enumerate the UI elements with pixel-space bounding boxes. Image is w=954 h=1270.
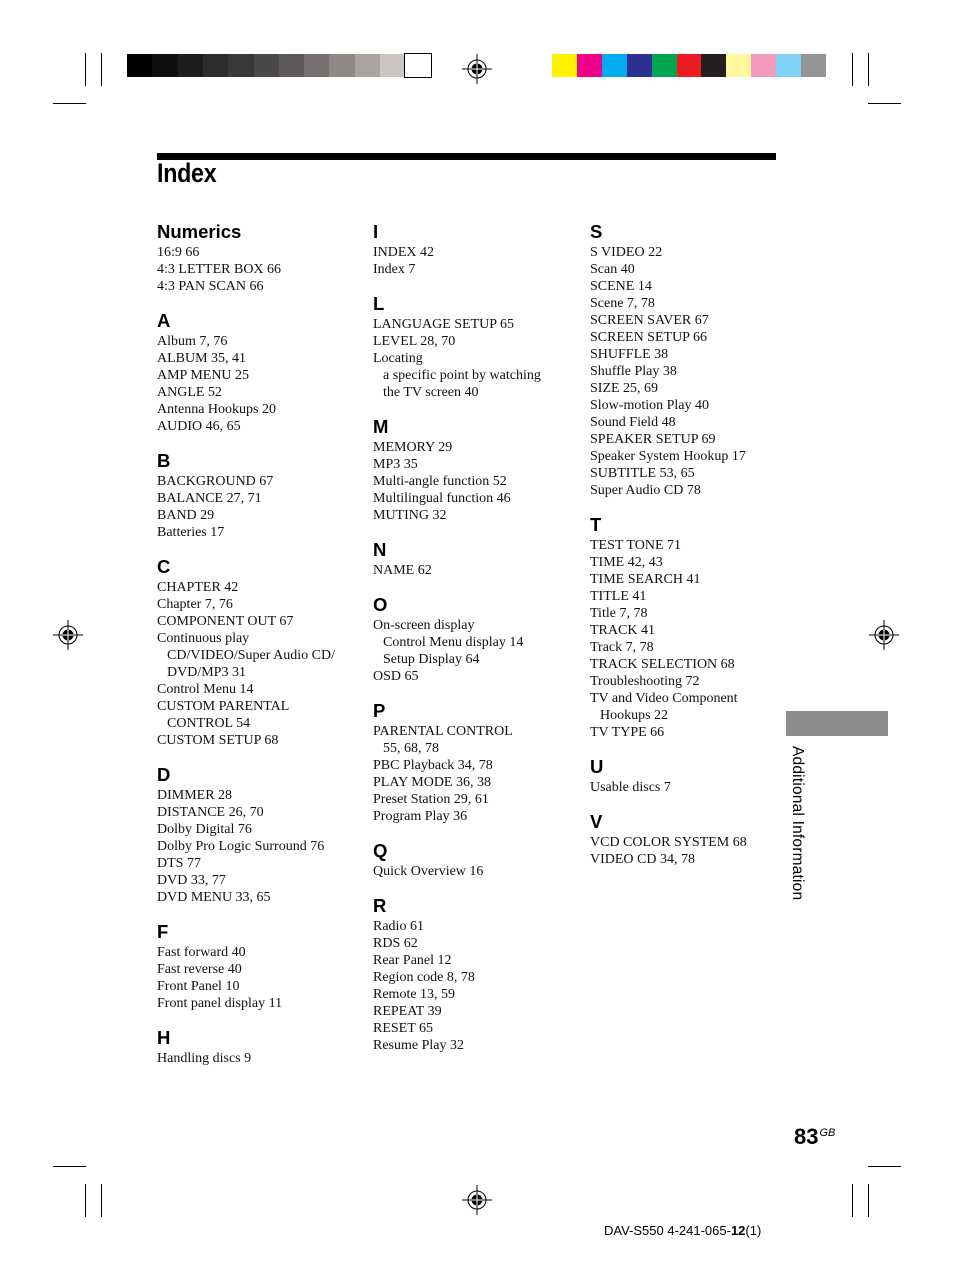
index-subentry: Hookups 22 — [600, 708, 669, 723]
index-section-heading: S — [590, 221, 603, 242]
color-swatch — [577, 54, 602, 77]
index-entry: Scan 40 — [590, 262, 635, 277]
index-entry: Album 7, 76 — [157, 334, 228, 349]
gray-swatch — [355, 54, 381, 77]
index-section — [590, 811, 795, 868]
index-entry: S VIDEO 22 — [590, 245, 663, 260]
index-entry: Multi-angle function 52 — [373, 474, 507, 489]
index-entry: NAME 62 — [373, 563, 432, 578]
page-number-suffix: GB — [819, 1126, 836, 1139]
index-entry: Slow-motion Play 40 — [590, 398, 710, 413]
index-entry: RDS 62 — [373, 936, 418, 951]
section-tab — [786, 711, 888, 736]
color-swatch — [801, 54, 826, 77]
footer-code-suffix: (1) — [745, 1223, 762, 1238]
index-entry: Dolby Pro Logic Surround 76 — [157, 839, 325, 854]
index-section-heading: C — [157, 556, 171, 577]
registration-mark-icon — [53, 620, 83, 650]
index-entry: BACKGROUND 67 — [157, 474, 274, 489]
index-entry: MUTING 32 — [373, 508, 447, 523]
index-section — [157, 221, 362, 295]
index-entry: INDEX 42 — [373, 245, 435, 260]
index-entry: VIDEO CD 34, 78 — [590, 852, 695, 867]
index-entry: Troubleshooting 72 — [590, 674, 700, 689]
index-section-heading: I — [373, 221, 379, 242]
index-entry: Fast reverse 40 — [157, 962, 242, 977]
index-entry: Remote 13, 59 — [373, 987, 456, 1002]
index-entry: TRACK SELECTION 68 — [590, 657, 735, 672]
index-entry: SCREEN SAVER 67 — [590, 313, 709, 328]
index-entry: VCD COLOR SYSTEM 68 — [590, 835, 747, 850]
index-entry: COMPONENT OUT 67 — [157, 614, 294, 629]
index-entry: DISTANCE 26, 70 — [157, 805, 264, 820]
page-title: Index — [157, 158, 217, 188]
index-section-heading: F — [157, 921, 169, 942]
index-entry: On-screen display — [373, 618, 475, 633]
index-entry: Multilingual function 46 — [373, 491, 511, 506]
index-entry: Antenna Hookups 20 — [157, 402, 276, 417]
registration-mark-icon — [462, 54, 492, 84]
index-entry: 4:3 LETTER BOX 66 — [157, 262, 282, 277]
index-entry: DTS 77 — [157, 856, 201, 871]
index-section — [373, 700, 578, 825]
index-entry: Resume Play 32 — [373, 1038, 464, 1053]
index-subentry: DVD/MP3 31 — [167, 665, 246, 680]
gray-swatch — [329, 54, 355, 77]
index-entry: Super Audio CD 78 — [590, 483, 701, 498]
index-entry: LANGUAGE SETUP 65 — [373, 317, 515, 332]
registration-mark-icon — [462, 1185, 492, 1215]
index-entry: Dolby Digital 76 — [157, 822, 252, 837]
index-entry: Usable discs 7 — [590, 780, 671, 795]
page-number — [794, 1124, 835, 1150]
gray-swatch — [178, 54, 204, 77]
index-section-heading: U — [590, 756, 604, 777]
index-entry: Shuffle Play 38 — [590, 364, 677, 379]
index-entry: SCENE 14 — [590, 279, 652, 294]
index-section-heading: T — [590, 514, 602, 535]
index-entry: BALANCE 27, 71 — [157, 491, 262, 506]
index-entry: Program Play 36 — [373, 809, 468, 824]
index-section — [373, 221, 578, 278]
index-entry: TITLE 41 — [590, 589, 647, 604]
index-entry: 16:9 66 — [157, 245, 200, 260]
registration-mark-icon — [869, 620, 899, 650]
index-entry: SCREEN SETUP 66 — [590, 330, 707, 345]
index-entry: CHAPTER 42 — [157, 580, 239, 595]
index-section — [157, 921, 362, 1012]
index-section-heading: P — [373, 700, 386, 721]
index-section — [373, 840, 578, 880]
index-entry: Control Menu 14 — [157, 682, 254, 697]
index-entry: Continuous play — [157, 631, 250, 646]
gray-swatch — [405, 54, 431, 77]
index-section-heading: A — [157, 310, 171, 331]
index-entry: TV and Video Component — [590, 691, 738, 706]
index-entry: Chapter 7, 76 — [157, 597, 233, 612]
index-entry: MEMORY 29 — [373, 440, 453, 455]
index-section-heading: V — [590, 811, 603, 832]
index-entry: Speaker System Hookup 17 — [590, 449, 746, 464]
index-section-heading: Numerics — [157, 221, 242, 242]
footer-code-bold: 12 — [730, 1223, 746, 1238]
index-entry: Region code 8, 78 — [373, 970, 475, 985]
index-section — [157, 764, 362, 906]
index-section — [373, 895, 578, 1054]
index-column-3 — [590, 221, 795, 868]
index-entry: Fast forward 40 — [157, 945, 246, 960]
index-entry: TV TYPE 66 — [590, 725, 665, 740]
index-entry: Track 7, 78 — [590, 640, 654, 655]
index-entry: SUBTITLE 53, 65 — [590, 466, 695, 481]
index-section — [373, 594, 578, 685]
index-entry: Scene 7, 78 — [590, 296, 655, 311]
index-entry: CUSTOM SETUP 68 — [157, 733, 279, 748]
page-number-value: 83 — [794, 1124, 819, 1149]
index-section-heading: B — [157, 450, 171, 471]
index-section-heading: O — [373, 594, 388, 615]
index-subentry: CD/VIDEO/Super Audio CD/ — [167, 648, 335, 663]
index-section — [157, 556, 362, 749]
color-swatch — [652, 54, 677, 77]
color-swatch — [726, 54, 751, 77]
index-entry: TEST TONE 71 — [590, 538, 682, 553]
gray-swatch — [127, 54, 153, 77]
index-subentry: CONTROL 54 — [167, 716, 251, 731]
index-entry: OSD 65 — [373, 669, 419, 684]
index-section — [373, 416, 578, 524]
index-entry: Batteries 17 — [157, 525, 225, 540]
color-swatch — [751, 54, 776, 77]
index-section — [157, 450, 362, 541]
color-swatch — [677, 54, 702, 77]
index-entry: Front Panel 10 — [157, 979, 240, 994]
index-section — [590, 221, 795, 499]
index-entry: CUSTOM PARENTAL — [157, 699, 290, 714]
index-subentry: 55, 68, 78 — [383, 741, 439, 756]
gray-swatch — [380, 54, 406, 77]
index-section — [373, 293, 578, 401]
section-side-label: Additional Information — [789, 746, 806, 901]
index-entry: Front panel display 11 — [157, 996, 283, 1011]
color-swatch — [701, 54, 726, 77]
index-entry: Rear Panel 12 — [373, 953, 452, 968]
index-entry: PLAY MODE 36, 38 — [373, 775, 491, 790]
index-subentry: a specific point by watching — [383, 368, 541, 383]
color-swatch — [627, 54, 652, 77]
title-rule — [157, 153, 776, 160]
index-section-heading: M — [373, 416, 389, 437]
footer-code — [604, 1223, 761, 1238]
index-subentry: Control Menu display 14 — [383, 635, 524, 650]
color-swatch — [776, 54, 801, 77]
index-entry: LEVEL 28, 70 — [373, 334, 456, 349]
index-section-heading: H — [157, 1027, 171, 1048]
gray-swatch — [152, 54, 178, 77]
index-entry: SPEAKER SETUP 69 — [590, 432, 716, 447]
index-entry: ANGLE 52 — [157, 385, 222, 400]
color-swatch — [602, 54, 627, 77]
index-section-heading: D — [157, 764, 171, 785]
color-swatch — [552, 54, 577, 77]
index-entry: RESET 65 — [373, 1021, 434, 1036]
index-entry: Radio 61 — [373, 919, 424, 934]
index-entry: Quick Overview 16 — [373, 864, 484, 879]
index-section — [157, 1027, 362, 1067]
index-entry: AUDIO 46, 65 — [157, 419, 241, 434]
index-entry: SHUFFLE 38 — [590, 347, 669, 362]
index-column-1 — [157, 221, 362, 1067]
index-section — [373, 539, 578, 579]
index-entry: BAND 29 — [157, 508, 215, 523]
index-entry: DVD 33, 77 — [157, 873, 226, 888]
index-entry: Handling discs 9 — [157, 1051, 252, 1066]
footer-code-prefix: DAV-S550 4-241-065- — [604, 1223, 731, 1238]
index-section — [157, 310, 362, 435]
index-entry: SIZE 25, 69 — [590, 381, 659, 396]
index-subentry: Setup Display 64 — [383, 652, 480, 667]
index-column-2 — [373, 221, 578, 1054]
gray-swatch — [304, 54, 330, 77]
index-section — [590, 514, 795, 741]
index-section-heading: L — [373, 293, 385, 314]
index-entry: Title 7, 78 — [590, 606, 648, 621]
index-entry: PBC Playback 34, 78 — [373, 758, 493, 773]
index-entry: DIMMER 28 — [157, 788, 233, 803]
gray-swatch — [203, 54, 229, 77]
index-section-heading: N — [373, 539, 387, 560]
index-entry: TIME SEARCH 41 — [590, 572, 701, 587]
index-entry: Locating — [373, 351, 423, 366]
index-entry: PARENTAL CONTROL — [373, 724, 513, 739]
gray-swatch — [279, 54, 305, 77]
index-entry: Index 7 — [373, 262, 416, 277]
index-entry: MP3 35 — [373, 457, 418, 472]
gray-swatch — [254, 54, 280, 77]
index-entry: AMP MENU 25 — [157, 368, 250, 383]
index-entry: Preset Station 29, 61 — [373, 792, 489, 807]
index-section — [590, 756, 795, 796]
index-subentry: the TV screen 40 — [383, 385, 479, 400]
index-entry: 4:3 PAN SCAN 66 — [157, 279, 264, 294]
index-entry: TRACK 41 — [590, 623, 655, 638]
index-entry: REPEAT 39 — [373, 1004, 442, 1019]
index-entry: TIME 42, 43 — [590, 555, 663, 570]
index-entry: Sound Field 48 — [590, 415, 676, 430]
index-entry: DVD MENU 33, 65 — [157, 890, 271, 905]
index-section-heading: Q — [373, 840, 388, 861]
index-section-heading: R — [373, 895, 387, 916]
index-entry: ALBUM 35, 41 — [157, 351, 247, 366]
gray-swatch — [228, 54, 254, 77]
